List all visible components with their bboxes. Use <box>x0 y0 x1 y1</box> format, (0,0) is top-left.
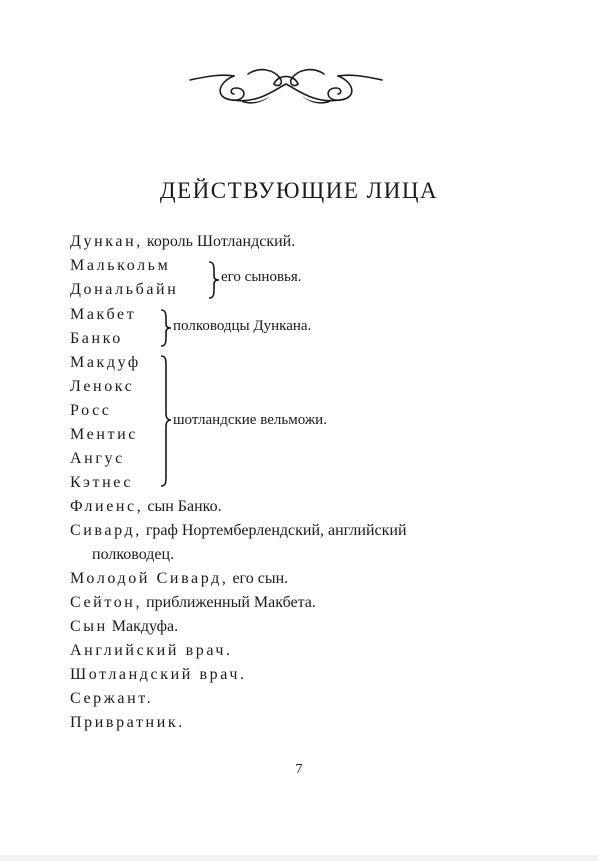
character-entry-caithness <box>70 473 133 493</box>
character-entry-siward <box>70 521 407 541</box>
page-title: ДЕЙСТВУЮЩИЕ ЛИЦА <box>159 178 439 203</box>
character-entry-scottish-doctor <box>70 665 247 685</box>
character-description: король Шотландский. <box>146 233 296 250</box>
character-name: Сейтон, <box>70 594 143 611</box>
group-label-sons: его сыновья. <box>221 269 302 285</box>
character-entry-macduff-son <box>70 617 178 637</box>
character-description: приближенный Макбета. <box>146 594 316 611</box>
character-entry-young-siward <box>70 569 288 589</box>
character-description: Макдуфа. <box>111 618 179 635</box>
character-entry-english-doctor <box>70 641 233 661</box>
character-entry-donalbain <box>70 280 178 300</box>
character-description: сын Банко. <box>147 498 222 515</box>
character-description: его сын. <box>232 570 289 587</box>
character-entry-ross <box>70 401 112 421</box>
character-name: Дункан, <box>70 233 143 250</box>
character-entry-fleance <box>70 497 222 517</box>
character-name: Привратник. <box>70 714 185 731</box>
character-name: Ангус <box>70 450 125 467</box>
character-name: Дональбайн <box>70 281 179 298</box>
character-name: Английский врач. <box>70 642 233 659</box>
character-entry-duncan <box>70 232 295 252</box>
character-name: Ленокс <box>70 378 135 395</box>
character-name: Ментис <box>70 426 138 443</box>
character-name: Сын <box>70 618 108 635</box>
character-name: Флиенс, <box>70 498 144 515</box>
character-entry-macbeth <box>70 305 136 325</box>
page-number: 7 <box>295 762 303 777</box>
character-name: Молодой Сивард, <box>70 570 229 587</box>
character-description: граф Нортемберлендский, английский <box>145 522 407 539</box>
character-name: Сержант. <box>70 690 154 707</box>
character-name: Макдуф <box>70 354 141 371</box>
character-name: Сивард, <box>70 522 142 539</box>
brace-icon <box>158 354 172 488</box>
character-entry-menteith <box>70 425 138 445</box>
brace-icon <box>206 260 220 300</box>
character-description-continuation: полководец. <box>92 546 175 563</box>
brace-icon <box>158 308 172 348</box>
character-entry-porter <box>70 713 185 733</box>
character-name: Кэтнес <box>70 474 134 491</box>
character-entry-sergeant <box>70 689 153 709</box>
character-entry-seyton <box>70 593 316 613</box>
character-name: Шотландский врач. <box>70 666 247 683</box>
character-name: Банко <box>70 330 123 347</box>
character-name: Макбет <box>70 306 137 323</box>
character-name: Малькольм <box>70 257 171 274</box>
character-entry-malcolm <box>70 256 170 276</box>
character-entry-angus <box>70 449 125 469</box>
group-label-nobles: шотландские вельможи. <box>173 412 327 428</box>
character-name: Росс <box>70 402 112 419</box>
character-entry-macduff <box>70 353 141 373</box>
character-entry-lennox <box>70 377 134 397</box>
character-entry-banquo <box>70 329 123 349</box>
ornament-flourish-icon <box>188 60 384 108</box>
group-label-generals: полководцы Дункана. <box>173 318 312 334</box>
